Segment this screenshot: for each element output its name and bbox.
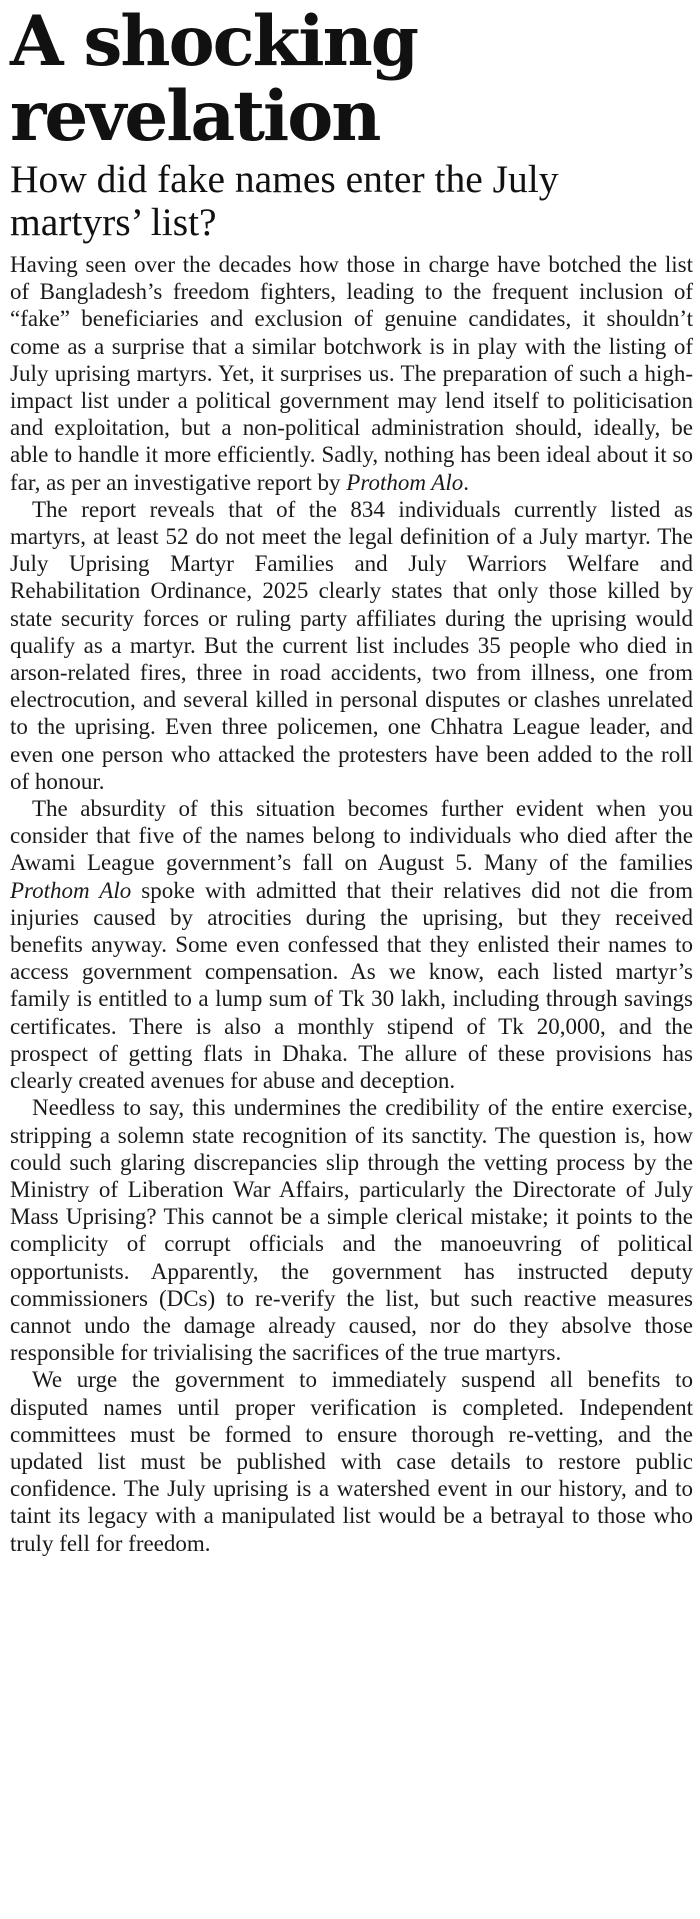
publication-name: Prothom Alo — [10, 877, 132, 903]
editorial-article — [10, 0, 693, 1557]
paragraph-2: The report reveals that of the 834 individuals currently listed as martyrs, at least 52 do not meet the legal definition of a July martyr. The July Uprising Martyr Families and July Warriors Welfare and Rehabilitation Ordinance, 2025 clearly states that only those killed by state security forces or ruling party affiliates during the uprising would qualify as a martyr. But the current list includes 35 people who died in arson-related fires, three in road accidents, two from illness, one from electrocution, and several killed in personal disputes or clashes unrelated to the uprising. Even three policemen, one Chhatra League leader, and even one person who attacked the protesters have been added to the roll of honour. — [10, 496, 693, 794]
paragraph-1 — [10, 251, 693, 496]
publication-name: Prothom Alo — [346, 469, 464, 495]
headline: A shocking revelation — [10, 1, 418, 157]
paragraph-text: Having seen over the decades how those in charge have botched the list of Bangladesh’s freedom fighters, leading to the frequent inclusion of “fake” beneficiaries and exclusion of genuine candidates, it shouldn’t come as a surprise that a similar botchwork is in play with the listing of July uprising martyrs. Yet, it surprises us. The preparation of such a high-impact list under a political government may lend itself to politicisation and exploitation, but a non-political administration should, ideally, be able to handle it more efficiently. Sadly, nothing has been ideal about it so far, as per an investigative report by — [10, 252, 693, 495]
paragraph-text: The absurdity of this situation becomes further evident when you consider that five of the names belong to individuals who died after the Awami League government’s fall on August 5. Many of the families — [10, 796, 693, 876]
paragraph-text: . — [463, 469, 469, 495]
paragraph-5: We urge the government to immediately suspend all benefits to disputed names until proper verification is completed. Independent committees must be formed to ensure thorough re-vetting, and the updated list must be published with case details to restore public confidence. The July uprising is a watershed event in our history, and to taint its legacy with a manipulated list would be a betrayal to those who truly fell for freedom. — [10, 1367, 693, 1556]
paragraph-4: Needless to say, this undermines the credibility of the entire exercise, stripping a solemn state recognition of its sanctity. The question is, how could such glaring discrepancies slip through the vetting process by the Ministry of Liberation War Affairs, particularly the Directorate of July Mass Uprising? This cannot be a simple clerical mistake; it points to the complicity of corrupt officials and the manoeuvring of political opportunists. Apparently, the government has instructed deputy commissioners (DCs) to re-verify the list, but such reactive measures cannot undo the damage already caused, nor do they absolve those responsible for trivialising the sacrifices of the true martyrs. — [10, 1095, 693, 1366]
paragraph-text: spoke with admitted that their relatives did not die from injuries caused by atrocities during the uprising, but they received benefits anyway. Some even confessed that they enlisted their names to access government compensation. As we know, each listed martyr’s family is entitled to a lump sum of Tk 30 lakh, including through savings certificates. There is also a monthly stipend of Tk 20,000, and the prospect of getting flats in Dhaka. The allure of these provisions has clearly created avenues for abuse and deception. — [10, 877, 693, 1094]
article-body — [10, 251, 693, 1557]
subheadline: How did fake names enter the July martyrs’ list? — [10, 157, 559, 244]
paragraph-3 — [10, 795, 693, 1094]
